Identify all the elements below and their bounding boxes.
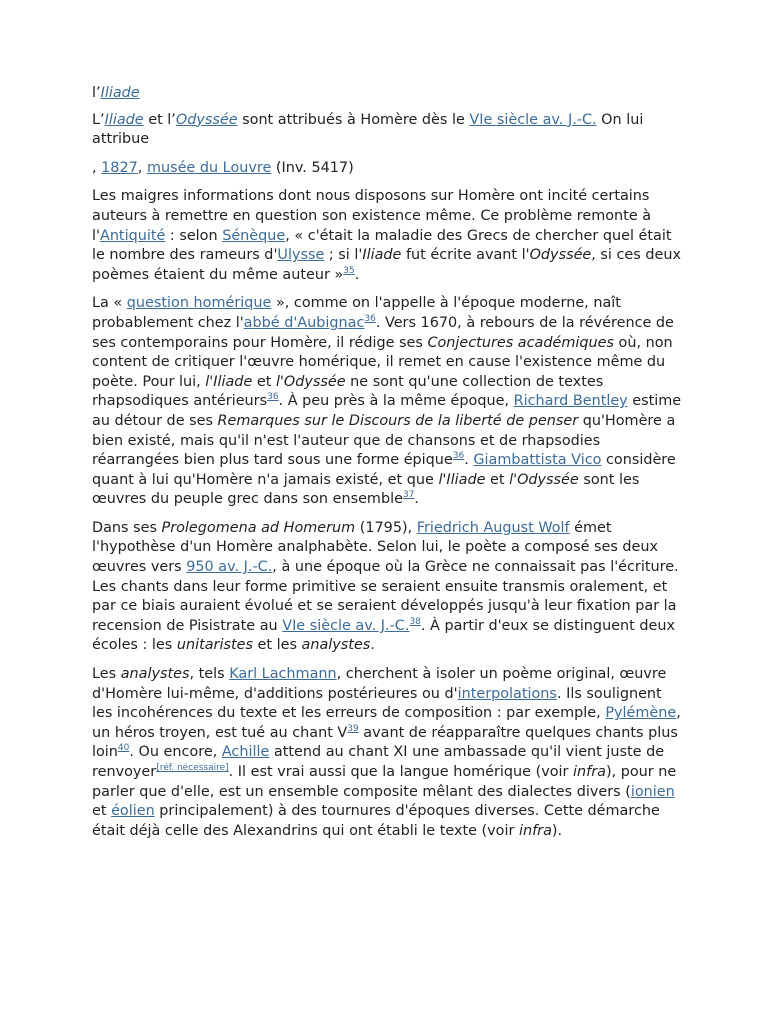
date-950-link[interactable]: 950 av. J.-C. bbox=[186, 559, 273, 576]
odyssee-link[interactable]: Odyssée bbox=[175, 111, 238, 128]
century-link[interactable]: VIe siècle av. J.-C. bbox=[282, 617, 410, 634]
louvre-link[interactable]: musée du Louvre bbox=[146, 159, 272, 176]
eolien-link[interactable]: éolien bbox=[111, 803, 155, 820]
lachmann-link[interactable]: Karl Lachmann bbox=[229, 666, 337, 683]
seneque-link[interactable]: Sénèque bbox=[222, 227, 286, 244]
question-homerique-link[interactable]: question homérique bbox=[126, 295, 272, 312]
citation-needed-link[interactable]: [réf. nécessaire] bbox=[156, 763, 229, 773]
antiquite-link[interactable]: Antiquité bbox=[99, 227, 166, 244]
footnote-ref[interactable]: 38 bbox=[409, 616, 421, 627]
vico-link[interactable]: Giambattista Vico bbox=[473, 452, 602, 469]
interpolations-link[interactable]: interpolations bbox=[457, 685, 557, 702]
achille-link[interactable]: Achille bbox=[221, 744, 270, 761]
year-link[interactable]: 1827 bbox=[101, 159, 138, 176]
paragraph-existence: Les maigres informations dont nous disposons sur Homère ont incité certains auteurs à remettre en question son existence même. Ce problème remonte à l'Antiquité : selon Sénèque, « c'était la maladie des Grecs de chercher quel était le nombre des rameurs d'Ulysse ; si l'Iliade fut écrite avant l'Odyssée, si ces deux poèmes étaient du même auteur »$^{35}$. bbox=[92, 188, 681, 283]
footnote-ref[interactable]: 36 bbox=[364, 313, 376, 324]
ulysse-link[interactable]: Ulysse bbox=[277, 247, 325, 264]
footnote-ref[interactable]: 37 bbox=[402, 490, 415, 501]
century-link[interactable]: VIe siècle av. J.-C. bbox=[469, 111, 597, 128]
ionien-link[interactable]: ionien bbox=[630, 783, 675, 800]
paragraph-analystes: Les analystes, tels Karl Lachmann, cherchent à isoler un poème original, œuvre d'Homère lui-même, d'additions postérieures ou d'interpolations. Ils soulignent les incohérences du texte et les erreurs de composition : par exemple, Pylémène, un héros troyen, est tué au chant V$^{39}$ avant de réapparaître quelques chants plus loin$^{40}$. Ou encore, Achille attend au chant XI une ambassade qu'il vient juste de renvoyer[réf. nécessaire]. Il est vrai aussi que la langue homérique (voir infra), pour ne parler que d'elle, est un ensemble composite mêlant des dialectes divers (ionien et éolien principalement) à des tournures d'époques diverses. Cette démarche était déjà celle des Alexandrins qui ont établi le texte (voir infra). bbox=[92, 666, 681, 839]
bentley-link[interactable]: Richard Bentley bbox=[513, 393, 628, 410]
iliade-link[interactable]: Iliade bbox=[100, 85, 140, 101]
paragraph-question: La « question homérique », comme on l'appelle à l'époque moderne, naît probablement chez l'abbé d'Aubignac$^{36}$. Vers 1670, à rebours de la révérence de ses contemporains pour Homère, il rédige ses Conjectures académiques où, non content de critiquer l'œuvre homérique, il remet en cause l'existence même du poète. Pour lui, l'Iliade et l'Odyssée ne sont qu'une collection de textes rhapsodiques antérieurs$^{36}$. À peu près à la même époque, Richard Bentley estime au détour de ses Remarques sur le Discours de la liberté de penser qu'Homère a bien existé, mais qu'il n'est l'auteur que de chansons et de rhapsodies réarrangées bien plus tard sous une forme épique$^{36}$. Giambattista Vico considère quant à lui qu'Homère n'a jamais existé, et que l'Iliade et l'Odyssée sont les œuvres du peuple grec dans son ensemble$^{37}$. bbox=[92, 295, 682, 508]
footnote-ref[interactable]: 35 bbox=[343, 265, 355, 276]
heading-prefix: l’ bbox=[92, 85, 101, 101]
footnote-ref[interactable]: 39 bbox=[347, 723, 359, 734]
heading-line bbox=[92, 84, 684, 104]
footnote-ref[interactable]: 36 bbox=[452, 451, 465, 462]
wolf-link[interactable]: Friedrich August Wolf bbox=[416, 519, 570, 536]
attribution-line: L’Iliade et l’Odyssée sont attribués à Homère dès le VIe siècle av. J.-C. On lui attribue bbox=[92, 111, 644, 148]
paragraph-wolf: Dans ses Prolegomena ad Homerum (1795), Friedrich August Wolf émet l'hypothèse d'un Homère analphabète. Selon lui, le poète a composé ses deux œuvres vers 950 av. J.-C., à une époque où la Grèce ne connaissait pas l'écriture. Les chants dans leur forme primitive se seraient ensuite transmis oralement, et par ce biais auraient évolué et se seraient développés jusqu'à leur fixation par la recension de Pisistrate au VIe siècle av. J.-C.$^{38}$. À partir d'eux se distinguent deux écoles : les unitaristes et les analystes. bbox=[92, 519, 679, 654]
article-body bbox=[92, 84, 684, 850]
pylemene-link[interactable]: Pylémène bbox=[605, 705, 677, 722]
iliade-link[interactable]: Iliade bbox=[104, 111, 144, 128]
footnote-ref[interactable]: 40 bbox=[117, 743, 130, 754]
aubignac-link[interactable]: abbé d'Aubignac bbox=[243, 314, 365, 331]
image-caption: , 1827, musée du Louvre (Inv. 5417) bbox=[92, 159, 354, 176]
footnote-ref[interactable]: 36 bbox=[267, 392, 279, 403]
